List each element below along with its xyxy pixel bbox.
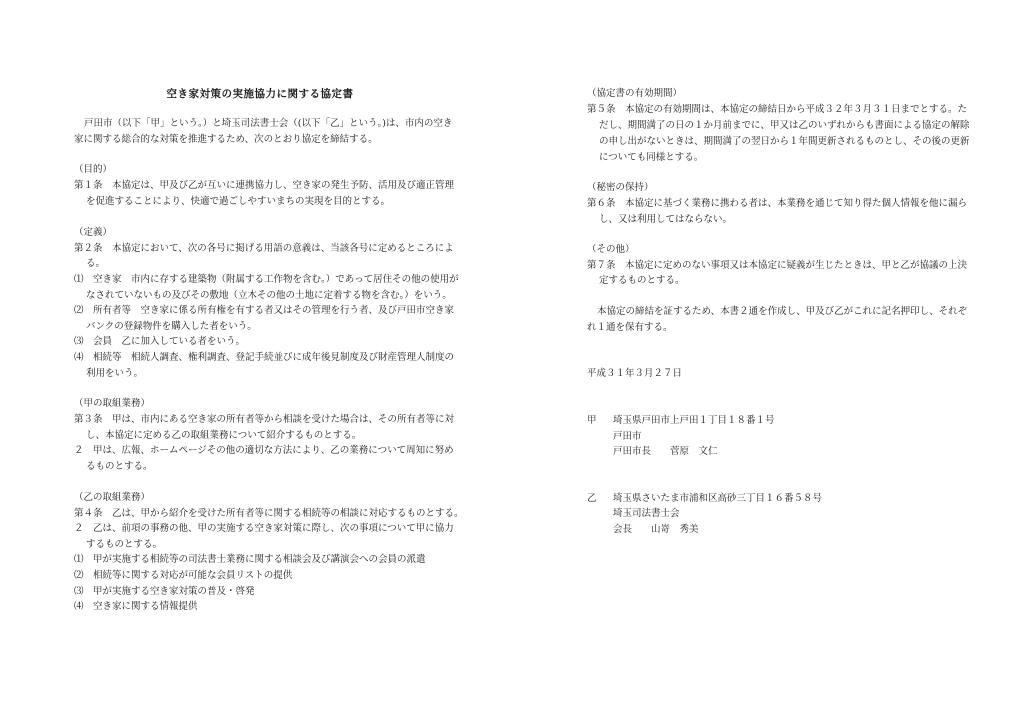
article-2-item: なされていないもの及びその敷地（立木その他の土地に定着する物を含む。）をいう。 xyxy=(86,290,452,301)
article-2-line: る。 xyxy=(86,258,106,269)
article-5-line: 第５条 本協定の有効期間は、本協定の締結日から平成３２年３月３１日までとする。た xyxy=(587,104,968,115)
article-1-line: を促進することにより、快適で過ごしやすいまちの実現を目的とする。 xyxy=(86,196,391,207)
signing-date: 平成３１年３月２７日 xyxy=(587,368,683,379)
closing-line: 本協定の締結を証するため、本書２通を作成し、甲及び乙がこれに記名押印し、それぞ xyxy=(597,306,968,317)
article-4-item: ⑷ 空き家に関する情報提供 xyxy=(74,601,198,612)
preamble-line: 家に関する総合的な対策を推進するため、次のとおり協定を締結する。 xyxy=(74,134,378,145)
article-2-item: ⑶ 会員 乙に加入している者をいう。 xyxy=(74,336,246,347)
article-7-line: 第７条 本協定に定めのない事項又は本協定に疑義が生じたときは、甲と乙が協議の上決 xyxy=(587,260,968,271)
party-b-representative: 会長 山嵜 秀美 xyxy=(613,524,699,535)
article-3-line: ２ 甲は、広報、ホームページその他の適切な方法により、乙の業務について周知に努め xyxy=(74,445,454,456)
article-6-line: 第６条 本協定に基づく業務に携わる者は、本業務を通じて知り得た個人情報を他に漏ら xyxy=(587,198,968,209)
article-3-line: 第３条 甲は、市内にある空き家の所有者等から相談を受けた場合は、その所有者等に対 xyxy=(74,414,455,425)
party-b-address: 埼玉県さいたま市浦和区高砂三丁目１６番５８号 xyxy=(613,493,823,504)
article-1-line: 第１条 本協定は、甲及び乙が互いに連携協力し、空き家の発生予防、活用及び適正管理 xyxy=(74,180,455,191)
article-5-line: の申し出がないときは、期間満了の翌日から１年間更新されるものとし、その後の更新 xyxy=(599,136,970,147)
article-2-item: ⑷ 相続等 相続人調査、権利調査、登記手続並びに成年後見制度及び財産管理人制度の xyxy=(74,352,455,363)
article-6-heading: （秘密の保持） xyxy=(587,182,654,193)
article-1-heading: （目的） xyxy=(74,164,113,175)
article-2-heading: （定義） xyxy=(74,227,113,238)
article-3-line: るものとする。 xyxy=(86,461,153,472)
article-7-line: 定するものとする。 xyxy=(599,275,685,286)
closing-line: れ１通を保有する。 xyxy=(587,322,673,333)
article-2-item: ⑴ 空き家 市内に存する建築物（附属する工作物を含む。）であって居住その他の使用が xyxy=(74,274,459,285)
preamble-line: 戸田市（以下「甲」という。）と埼玉司法書士会（(以下「乙」という。)は、市内の空き xyxy=(84,118,453,129)
party-b-org: 埼玉司法書士会 xyxy=(613,508,680,519)
article-4-line: するものとする。 xyxy=(86,539,163,550)
article-5-line: についても同様とする。 xyxy=(599,152,704,163)
party-a-org: 戸田市 xyxy=(613,431,642,442)
article-4-line: 第４条 乙は、甲から紹介を受けた所有者等に関する相続等の相談に対応するものとする。 xyxy=(74,508,464,519)
document-title: 空き家対策の実施協力に関する協定書 xyxy=(166,88,354,100)
party-a-label: 甲 xyxy=(587,415,597,426)
article-2-item: 利用をいう。 xyxy=(86,368,144,379)
article-7-heading: （その他） xyxy=(587,244,635,255)
article-3-line: し、本協定に定める乙の取組業務について紹介するものとする。 xyxy=(86,430,362,441)
article-4-line: ２ 乙は、前項の事務の他、甲の実施する空き家対策に際し、次の事項について甲に協力 xyxy=(74,523,454,534)
article-3-heading: （甲の取組業務） xyxy=(74,398,151,409)
article-2-item: ⑵ 所有者等 空き家に係る所有権を有する者又はその管理を行う者、及び戸田市空き家 xyxy=(74,305,455,316)
party-b-label: 乙 xyxy=(587,493,597,504)
article-6-line: し、又は利用してはならない。 xyxy=(599,214,733,225)
party-a-representative: 戸田市長 菅原 文仁 xyxy=(613,446,718,457)
article-2-item: バンクの登録物件を購入した者をいう。 xyxy=(86,321,257,332)
article-5-line: だし、期間満了の日の１か月前までに、甲又は乙のいずれからも書面による協定の解除 xyxy=(599,120,970,131)
article-2-line: 第２条 本協定において、次の各号に掲げる用語の意義は、当該各号に定めるところによ xyxy=(74,243,454,254)
party-a-address: 埼玉県戸田市上戸田１丁目１８番１号 xyxy=(613,415,775,426)
article-4-item: ⑵ 相続等に関する対応が可能な会員リストの提供 xyxy=(74,570,293,581)
article-4-item: ⑶ 甲が実施する空き家対策の普及・啓発 xyxy=(74,586,255,597)
article-4-item: ⑴ 甲が実施する相続等の司法書士業務に関する相談会及び講演会への会員の派遣 xyxy=(74,554,426,565)
article-5-heading: （協定書の有効期間） xyxy=(587,88,683,99)
article-4-heading: （乙の取組業務） xyxy=(74,492,151,503)
